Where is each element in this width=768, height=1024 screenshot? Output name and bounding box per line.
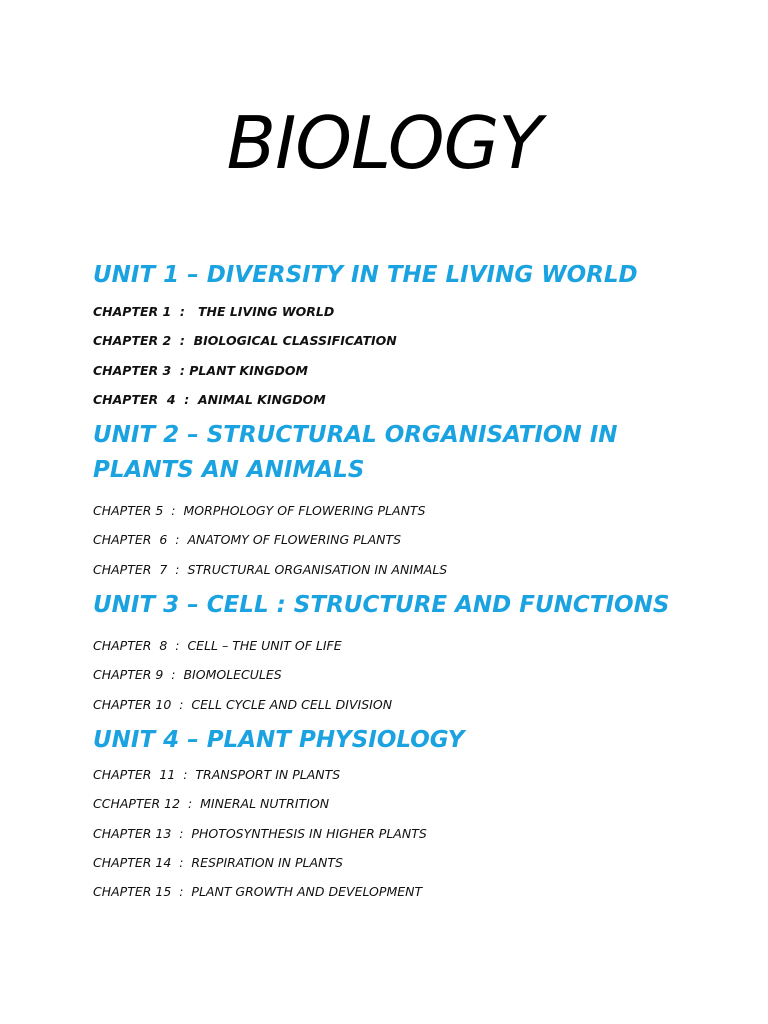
chapter-item: CHAPTER 6 : ANATOMY OF FLOWERING PLANTS: [93, 532, 402, 548]
chapter-list-unit-3: [93, 631, 673, 719]
chapter-item: CHAPTER 13 : PHOTOSYNTHESIS IN HIGHER PLANTS: [93, 825, 427, 841]
unit-heading-2: UNIT 2 – STRUCTURAL ORGANISATION IN PLANTS AN ANIMALS: [93, 422, 618, 484]
unit-heading-3: UNIT 3 – CELL : STRUCTURE AND FUNCTIONS: [93, 592, 670, 619]
unit-heading-1: UNIT 1 – DIVERSITY IN THE LIVING WORLD: [93, 262, 638, 288]
chapter-item: CHAPTER 10 : CELL CYCLE AND CELL DIVISION: [93, 696, 393, 712]
chapter-list-unit-4: [93, 760, 673, 906]
chapter-item: CHAPTER 3 : PLANT KINGDOM: [93, 362, 308, 378]
unit-heading-4: UNIT 4 – PLANT PHYSIOLOGY: [93, 726, 465, 753]
chapter-list-unit-1: [93, 297, 673, 414]
chapter-item: CHAPTER 4 : ANIMAL KINGDOM: [93, 391, 326, 407]
table-of-contents: [93, 258, 673, 906]
chapter-item: CHAPTER 14 : RESPIRATION IN PLANTS: [93, 854, 343, 870]
chapter-item: CHAPTER 1 : THE LIVING WORLD: [93, 304, 335, 319]
page-title: BIOLOGY: [226, 101, 542, 185]
chapter-item: CHAPTER 9 : BIOMOLECULES: [93, 667, 282, 683]
chapter-item: CHAPTER 11 : TRANSPORT IN PLANTS: [93, 766, 341, 782]
chapter-item: CHAPTER 8 : CELL – THE UNIT OF LIFE: [93, 638, 342, 654]
chapter-item: CCHAPTER 12 : MINERAL NUTRITION: [93, 796, 330, 812]
chapter-item: CHAPTER 5 : MORPHOLOGY OF FLOWERING PLANTS: [93, 503, 426, 519]
chapter-list-unit-2: [93, 496, 673, 584]
chapter-item: CHAPTER 7 : STRUCTURAL ORGANISATION IN ANIMALS: [93, 561, 448, 577]
chapter-item: CHAPTER 15 : PLANT GROWTH AND DEVELOPMENT: [93, 884, 423, 900]
chapter-item: CHAPTER 2 : BIOLOGICAL CLASSIFICATION: [93, 333, 397, 349]
